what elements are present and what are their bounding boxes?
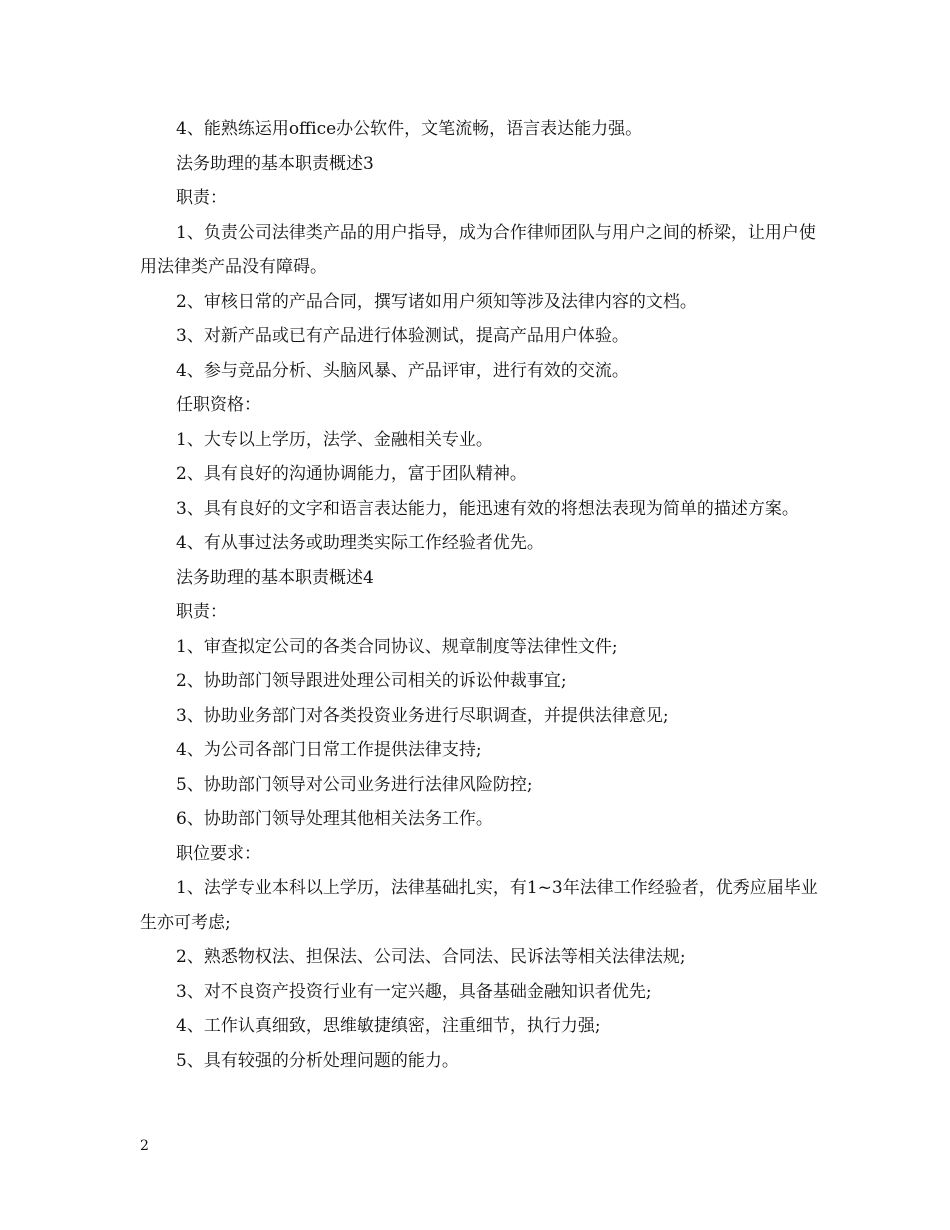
paragraph: 1、法学专业本科以上学历，法律基础扎实，有1~3年法律工作经验者，优秀应届毕业生亦可考虑; bbox=[140, 878, 818, 933]
paragraph: 2、协助部门领导跟进处理公司相关的诉讼仲裁事宜; bbox=[176, 671, 567, 691]
paragraph: 5、协助部门领导对公司业务进行法律风险防控; bbox=[176, 774, 533, 795]
paragraph: 5、具有较强的分析处理问题的能力。 bbox=[176, 1050, 459, 1071]
paragraph: 2、熟悉物权法、担保法、公司法、合同法、民诉法等相关法律法规; bbox=[176, 947, 686, 967]
subheading: 任职资格： bbox=[176, 395, 261, 415]
paragraph: 2、审核日常的产品合同，撰写诸如用户须知等涉及法律内容的文档。 bbox=[176, 291, 697, 312]
paragraph: 1、负责公司法律类产品的用户指导，成为合作律师团队与用户之间的桥梁，让用户使用法律类产品没有障碍。 bbox=[140, 222, 816, 277]
paragraph: 3、对不良资产投资行业有一定兴趣，具备基础金融知识者优先; bbox=[176, 981, 652, 1002]
paragraph: 4、参与竞品分析、头脑风暴、产品评审，进行有效的交流。 bbox=[176, 360, 629, 381]
page-number: 2 bbox=[140, 1138, 149, 1154]
paragraph: 3、协助业务部门对各类投资业务进行尽职调查，并提供法律意见; bbox=[176, 705, 669, 726]
paragraph: 3、对新产品或已有产品进行体验测试，提高产品用户体验。 bbox=[176, 326, 629, 346]
paragraph: 2、具有良好的沟通协调能力，富于团队精神。 bbox=[176, 464, 527, 484]
paragraph: 6、协助部门领导处理其他相关法务工作。 bbox=[176, 809, 493, 829]
paragraph: 1、大专以上学历，法学、金融相关专业。 bbox=[176, 429, 493, 450]
paragraph: 1、审查拟定公司的各类合同协议、规章制度等法律性文件; bbox=[176, 636, 618, 657]
subheading: 职责： bbox=[176, 602, 227, 622]
paragraph: 4、能熟练运用office办公软件，文笔流畅，语言表达能力强。 bbox=[176, 119, 643, 139]
section-heading: 法务助理的基本职责概述3 bbox=[176, 153, 374, 174]
subheading: 职责： bbox=[176, 188, 227, 208]
paragraph: 4、有从事过法务或助理类实际工作经验者优先。 bbox=[176, 533, 544, 553]
section-heading: 法务助理的基本职责概述4 bbox=[176, 567, 374, 588]
subheading: 职位要求： bbox=[176, 843, 261, 864]
document-body bbox=[140, 112, 820, 1078]
paragraph: 4、工作认真细致，思维敏捷缜密，注重细节，执行力强; bbox=[176, 1016, 601, 1036]
paragraph: 3、具有良好的文字和语言表达能力，能迅速有效的将想法表现为简单的描述方案。 bbox=[176, 498, 799, 519]
paragraph: 4、为公司各部门日常工作提供法律支持; bbox=[176, 740, 482, 760]
